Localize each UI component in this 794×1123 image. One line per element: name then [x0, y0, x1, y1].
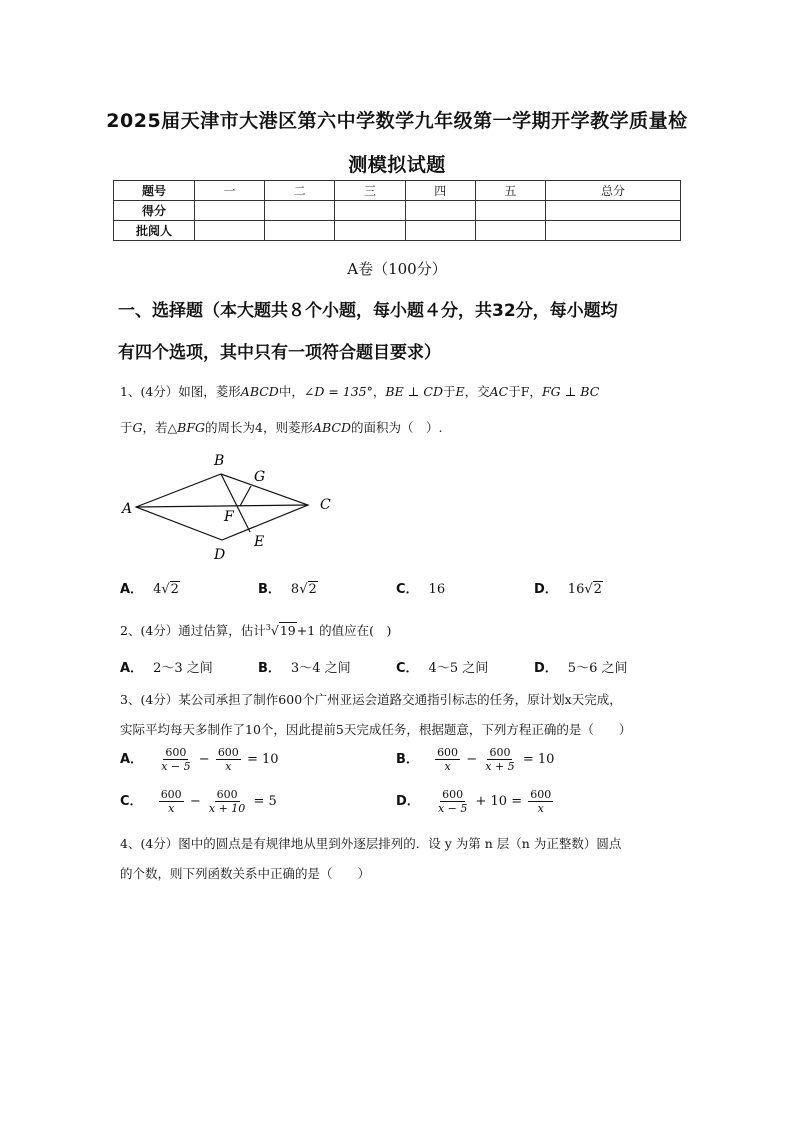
math: BE ⊥ CD: [385, 384, 443, 399]
q1-option-c[interactable]: [396, 578, 445, 597]
numerator: 600: [530, 788, 552, 801]
part-heading-line-1: 一、选择题（本大题共８个小题，每小题４分，共32分，每小题均: [118, 301, 618, 321]
table-cell: 三: [335, 181, 405, 201]
option-letter: D．: [534, 661, 558, 676]
text: ，: [372, 384, 386, 399]
denominator: x + 5: [485, 760, 515, 773]
numerator: 600: [437, 746, 459, 759]
rhombus-figure: [118, 448, 358, 568]
text: 于: [443, 384, 456, 399]
fraction: [159, 788, 184, 815]
denominator: x: [168, 802, 175, 815]
question-1-line-2: [120, 418, 442, 436]
table-cell: [475, 201, 545, 221]
fraction: [483, 746, 516, 773]
table-cell: 二: [265, 181, 335, 201]
table-cell: [405, 201, 475, 221]
text: ，交: [464, 384, 490, 399]
section-title: A卷（100分）: [347, 260, 447, 278]
numerator: 600: [216, 788, 238, 801]
text: 的面积为（ ）.: [351, 420, 443, 435]
q2-option-b[interactable]: [258, 657, 351, 676]
text: 5～6 之间: [567, 661, 628, 676]
question-4-line-1: 4、(4分）图中的圆点是有规律地从里到外逐层排列的．设 y 为第 n 层（n 为正整数）圆点: [120, 836, 622, 851]
q2-option-d[interactable]: [534, 657, 627, 676]
score-table-row: [114, 201, 681, 221]
label-a: A: [122, 501, 133, 517]
table-cell: 批阅人: [114, 221, 195, 241]
math: G: [132, 420, 143, 435]
label-d: D: [214, 547, 226, 563]
text: 中，: [278, 384, 304, 399]
table-cell: 题号: [114, 181, 195, 201]
math: ABCD: [240, 384, 279, 399]
question-3-line-2: 实际平均每天多制作了10个，因此提前5天完成任务，根据题意，下列方程正确的是（ ）: [120, 722, 632, 737]
option-letter: A．: [120, 582, 144, 597]
numerator: 600: [489, 746, 511, 759]
q1-option-b[interactable]: B． 8√2: [258, 582, 317, 597]
text: +1 的值应在( ): [296, 623, 392, 638]
option-letter: A．: [120, 661, 144, 676]
score-table-header-row: [114, 181, 681, 201]
table-cell: [546, 201, 681, 221]
table-cell: [335, 201, 405, 221]
page-title-line-2: 测模拟试题: [348, 154, 446, 176]
operator: −: [466, 752, 478, 767]
question-2: 2、(4分）通过估算，估计$^3$√19+1 的值应在( ): [120, 622, 392, 638]
table-cell: [265, 201, 335, 221]
segment-fg: [240, 486, 251, 506]
table-cell: [546, 221, 681, 241]
score-table-row: [114, 221, 681, 241]
q3-option-d[interactable]: [396, 788, 555, 815]
question-1-line-1: [120, 382, 599, 400]
q1-option-d[interactable]: D． 16√2: [534, 582, 602, 597]
rhs: = 5: [253, 794, 277, 809]
text: 2～3 之间: [153, 661, 213, 676]
option-letter: C．: [396, 582, 419, 597]
question-3-line-1: 3、(4分）某公司承担了制作600个广州亚运会道路交通指引标志的任务，原计划x天完成，: [120, 692, 622, 707]
table-cell: [405, 221, 475, 241]
text: 2: [593, 582, 602, 597]
numerator: 600: [442, 788, 464, 801]
math: ∠D = 135°: [303, 384, 373, 399]
operator: −: [198, 752, 210, 767]
table-cell: [475, 221, 545, 241]
denominator: x − 5: [437, 802, 468, 815]
numerator: 600: [160, 788, 182, 801]
part-heading-line-2: 有四个选项，其中只有一项符合题目要求）: [118, 343, 441, 363]
option-letter: D．: [534, 582, 558, 597]
page-title-line-1: 2025届天津市大港区第六中学数学九年级第一学期开学教学质量检: [106, 110, 688, 132]
diagonal-ac: [136, 505, 308, 507]
fraction: [436, 788, 469, 815]
label-b: B: [214, 453, 225, 469]
table-cell: 五: [475, 181, 545, 201]
q1-option-a[interactable]: A． 4√2: [120, 582, 179, 597]
label-f: F: [224, 509, 234, 525]
fraction: [528, 788, 553, 815]
option-letter: B．: [258, 661, 281, 676]
text: 4: [153, 582, 162, 597]
text: 4～5 之间: [428, 661, 489, 676]
math: E: [455, 384, 465, 399]
option-letter: B．: [396, 752, 419, 767]
table-cell: 总分: [546, 181, 681, 201]
question-4-line-2: 的个数，则下列函数关系中正确的是（ ）: [120, 866, 371, 881]
denominator: x: [537, 802, 544, 815]
text: 2、(4分）通过估算，估计: [120, 623, 266, 638]
q3-option-b[interactable]: [396, 746, 554, 773]
root-index: 3: [265, 622, 271, 632]
text: 的周长为4，则菱形: [205, 420, 313, 435]
table-cell: [265, 221, 335, 241]
q2-option-a[interactable]: [120, 657, 213, 676]
table-cell: 一: [195, 181, 265, 201]
fraction: [207, 788, 247, 815]
text: 2: [170, 582, 179, 597]
text: 16: [428, 582, 446, 597]
math: △BFG: [167, 420, 205, 435]
numerator: 600: [165, 746, 187, 759]
text: 于F，: [508, 384, 542, 399]
math: AC: [489, 384, 509, 399]
denominator: x − 5: [161, 760, 191, 773]
text: 16: [567, 582, 585, 597]
table-cell: [195, 221, 265, 241]
text: 于: [120, 420, 133, 435]
math: FG ⊥ BC: [541, 384, 600, 399]
denominator: x: [444, 760, 451, 773]
operator: + 10 =: [475, 794, 523, 809]
operator: −: [189, 794, 201, 809]
text: ，若: [142, 420, 168, 435]
math: ABCD: [312, 420, 351, 435]
fraction: [216, 746, 241, 773]
label-e: E: [254, 534, 265, 550]
text: 19: [279, 623, 296, 638]
label-g: G: [254, 469, 266, 485]
numerator: 600: [217, 746, 239, 759]
q3-option-c[interactable]: [120, 788, 277, 815]
fraction: [435, 746, 460, 773]
rhs: = 10: [246, 752, 279, 767]
denominator: x + 10: [208, 802, 246, 815]
q2-option-c[interactable]: [396, 657, 488, 676]
text: 8: [290, 582, 300, 597]
option-letter: A．: [120, 752, 144, 767]
text: 1、(4分）如图，菱形: [120, 384, 241, 399]
rhs: = 10: [522, 752, 555, 767]
fraction: [159, 746, 192, 773]
text: 2: [308, 582, 317, 597]
table-cell: 四: [405, 181, 475, 201]
denominator: x: [225, 760, 232, 773]
option-letter: B．: [258, 582, 281, 597]
option-letter: C．: [120, 794, 143, 809]
label-c: C: [320, 497, 331, 513]
table-cell: [335, 221, 405, 241]
option-letter: C．: [396, 661, 419, 676]
option-letter: D．: [396, 794, 420, 809]
q3-option-a[interactable]: [120, 746, 279, 773]
table-cell: 得分: [114, 201, 195, 221]
table-cell: [195, 201, 265, 221]
text: 3～4 之间: [290, 661, 351, 676]
score-table: [113, 180, 681, 241]
